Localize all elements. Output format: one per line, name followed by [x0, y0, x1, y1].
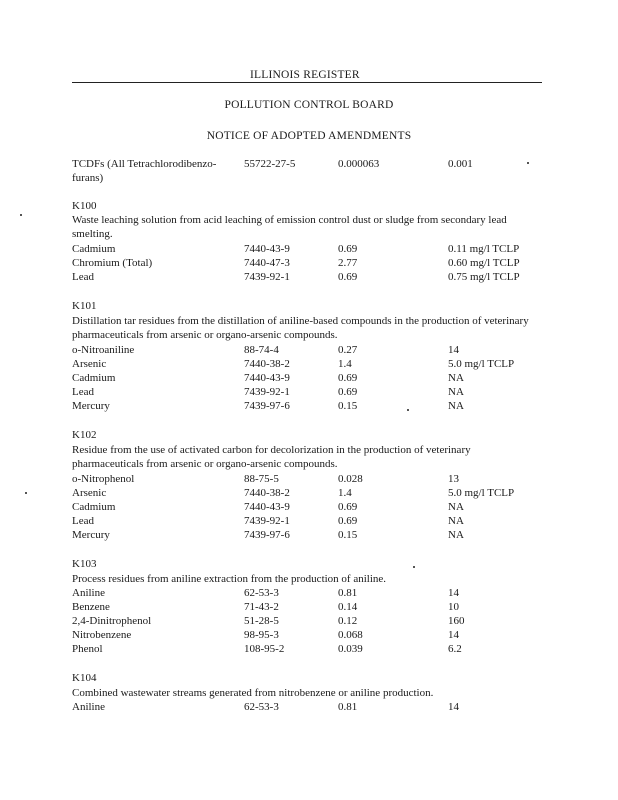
wastewater-value: 0.69 — [338, 501, 358, 513]
table-row — [72, 642, 552, 656]
wastewater-value: 0.69 — [338, 515, 358, 527]
cas-number: 88-74-4 — [244, 344, 279, 356]
nonwastewater-value: 14 — [448, 344, 459, 356]
table-row — [72, 486, 552, 500]
nonwastewater-value: NA — [448, 501, 464, 513]
table-row — [72, 700, 552, 714]
wastewater-value: 1.4 — [338, 358, 352, 370]
cas-number: 88-75-5 — [244, 473, 279, 485]
waste-code-k103: K103 — [72, 558, 97, 570]
wastewater-value: 0.15 — [338, 529, 358, 541]
cas-number: 108-95-2 — [244, 643, 285, 655]
table-row — [72, 242, 552, 256]
cas-number: 62-53-3 — [244, 587, 279, 599]
wastewater-value: 0.14 — [338, 601, 358, 613]
scan-speck — [413, 566, 415, 568]
constituent-name: Lead — [72, 515, 94, 527]
cas-number: 7439-97-6 — [244, 400, 290, 412]
nonwastewater-value: NA — [448, 515, 464, 527]
constituent-name: Cadmium — [72, 243, 116, 255]
constituent-name: Arsenic — [72, 487, 107, 499]
constituent-name: Aniline — [72, 587, 105, 599]
wastewater-value: 0.039 — [338, 643, 363, 655]
table-row — [72, 270, 552, 284]
waste-description-k100: Waste leaching solution from acid leaching of emission control dust or sludge from secondary lead smelting. — [72, 214, 507, 240]
notice-title: NOTICE OF ADOPTED AMENDMENTS — [206, 130, 412, 142]
table-row — [72, 357, 552, 371]
cas-number: 7439-92-1 — [244, 271, 290, 283]
nonwastewater-value: 5.0 mg/l TCLP — [448, 487, 515, 499]
nonwastewater-value: 5.0 mg/l TCLP — [448, 358, 515, 370]
nonwastewater-value: 6.2 — [448, 643, 462, 655]
wastewater-value: 0.12 — [338, 615, 358, 627]
table-row — [72, 343, 552, 357]
table-row — [72, 399, 552, 413]
scan-speck — [527, 162, 529, 164]
cas-number: 7440-43-9 — [244, 372, 290, 384]
constituent-name: o-Nitrophenol — [72, 473, 135, 485]
cas-number: 51-28-5 — [244, 615, 279, 627]
wastewater-value: 0.028 — [338, 473, 363, 485]
cas-number: 7439-92-1 — [244, 386, 290, 398]
cas-number: 62-53-3 — [244, 701, 279, 713]
constituent-name: Cadmium — [72, 501, 116, 513]
scan-speck — [25, 492, 27, 494]
nonwastewater-value: 14 — [448, 587, 459, 599]
tcdf-constituent: TCDFs (All Tetrachlorodibenzo-furans) — [72, 158, 217, 184]
nonwastewater-value: 0.75 mg/l TCLP — [448, 271, 520, 283]
constituent-name: o-Nitroaniline — [72, 344, 135, 356]
constituent-name: 2,4-Dinitrophenol — [72, 615, 152, 627]
cas-number: 7440-47-3 — [244, 257, 290, 269]
constituent-name: Benzene — [72, 601, 110, 613]
waste-description-k101: Distillation tar residues from the distillation of aniline-based compounds in the production of veterinary pharmaceuticals from arsenic or organo-arsenic compounds. — [72, 315, 529, 341]
wastewater-value: 0.69 — [338, 243, 358, 255]
constituent-name: Nitrobenzene — [72, 629, 132, 641]
table-row — [72, 628, 552, 642]
waste-code-k104: K104 — [72, 672, 97, 684]
cas-number: 71-43-2 — [244, 601, 279, 613]
wastewater-value: 0.69 — [338, 372, 358, 384]
nonwastewater-value: 13 — [448, 473, 459, 485]
cas-number: 7440-38-2 — [244, 358, 290, 370]
constituent-name: Aniline — [72, 701, 105, 713]
wastewater-value: 0.27 — [338, 344, 358, 356]
nonwastewater-value: NA — [448, 529, 464, 541]
cas-number: 7439-97-6 — [244, 529, 290, 541]
header-rule — [72, 82, 542, 83]
wastewater-value: 0.81 — [338, 587, 358, 599]
wastewater-value: 0.81 — [338, 701, 358, 713]
cas-number: 7440-43-9 — [244, 243, 290, 255]
tcdf-cas: 55722-27-5 — [244, 158, 296, 170]
table-row — [72, 528, 552, 542]
nonwastewater-value: NA — [448, 386, 464, 398]
board-title: POLLUTION CONTROL BOARD — [224, 99, 394, 111]
nonwastewater-value: NA — [448, 400, 464, 412]
waste-description-k103: Process residues from aniline extraction from the production of aniline. — [72, 573, 387, 585]
scan-speck — [20, 214, 22, 216]
waste-code-k100: K100 — [72, 200, 97, 212]
nonwastewater-value: NA — [448, 372, 464, 384]
waste-code-k101: K101 — [72, 300, 97, 312]
wastewater-value: 0.69 — [338, 386, 358, 398]
scan-speck — [407, 409, 409, 411]
constituent-name: Phenol — [72, 643, 103, 655]
table-row — [72, 500, 552, 514]
wastewater-value: 0.69 — [338, 271, 358, 283]
table-row — [72, 385, 552, 399]
table-row — [72, 600, 552, 614]
constituent-name: Mercury — [72, 400, 110, 412]
nonwastewater-value: 10 — [448, 601, 459, 613]
cas-number: 7440-43-9 — [244, 501, 290, 513]
waste-code-k102: K102 — [72, 429, 97, 441]
wastewater-value: 2.77 — [338, 257, 358, 269]
waste-description-k102: Residue from the use of activated carbon for decolorization in the production of veterinary pharmaceuticals from arsenic or organo-arsenic compounds. — [72, 444, 471, 470]
nonwastewater-value: 14 — [448, 701, 459, 713]
nonwastewater-value: 160 — [448, 615, 465, 627]
wastewater-value: 0.068 — [338, 629, 363, 641]
cas-number: 98-95-3 — [244, 629, 279, 641]
nonwastewater-value: 0.60 mg/l TCLP — [448, 257, 520, 269]
table-row — [72, 256, 552, 270]
wastewater-value: 0.15 — [338, 400, 358, 412]
constituent-name: Chromium (Total) — [72, 257, 153, 269]
table-row — [72, 586, 552, 600]
nonwastewater-value: 14 — [448, 629, 459, 641]
table-row — [72, 514, 552, 528]
waste-description-k104: Combined wastewater streams generated from nitrobenzene or aniline production. — [72, 687, 434, 699]
constituent-name: Lead — [72, 386, 94, 398]
table-row — [72, 371, 552, 385]
tcdf-nonwastewater: 0.001 — [448, 158, 473, 170]
constituent-name: Mercury — [72, 529, 110, 541]
cas-number: 7439-92-1 — [244, 515, 290, 527]
register-title: ILLINOIS REGISTER — [250, 69, 360, 81]
cas-number: 7440-38-2 — [244, 487, 290, 499]
constituent-name: Cadmium — [72, 372, 116, 384]
nonwastewater-value: 0.11 mg/l TCLP — [448, 243, 520, 255]
table-row — [72, 614, 552, 628]
constituent-name: Arsenic — [72, 358, 107, 370]
table-row — [72, 472, 552, 486]
tcdf-wastewater: 0.000063 — [338, 158, 380, 170]
constituent-name: Lead — [72, 271, 94, 283]
wastewater-value: 1.4 — [338, 487, 352, 499]
